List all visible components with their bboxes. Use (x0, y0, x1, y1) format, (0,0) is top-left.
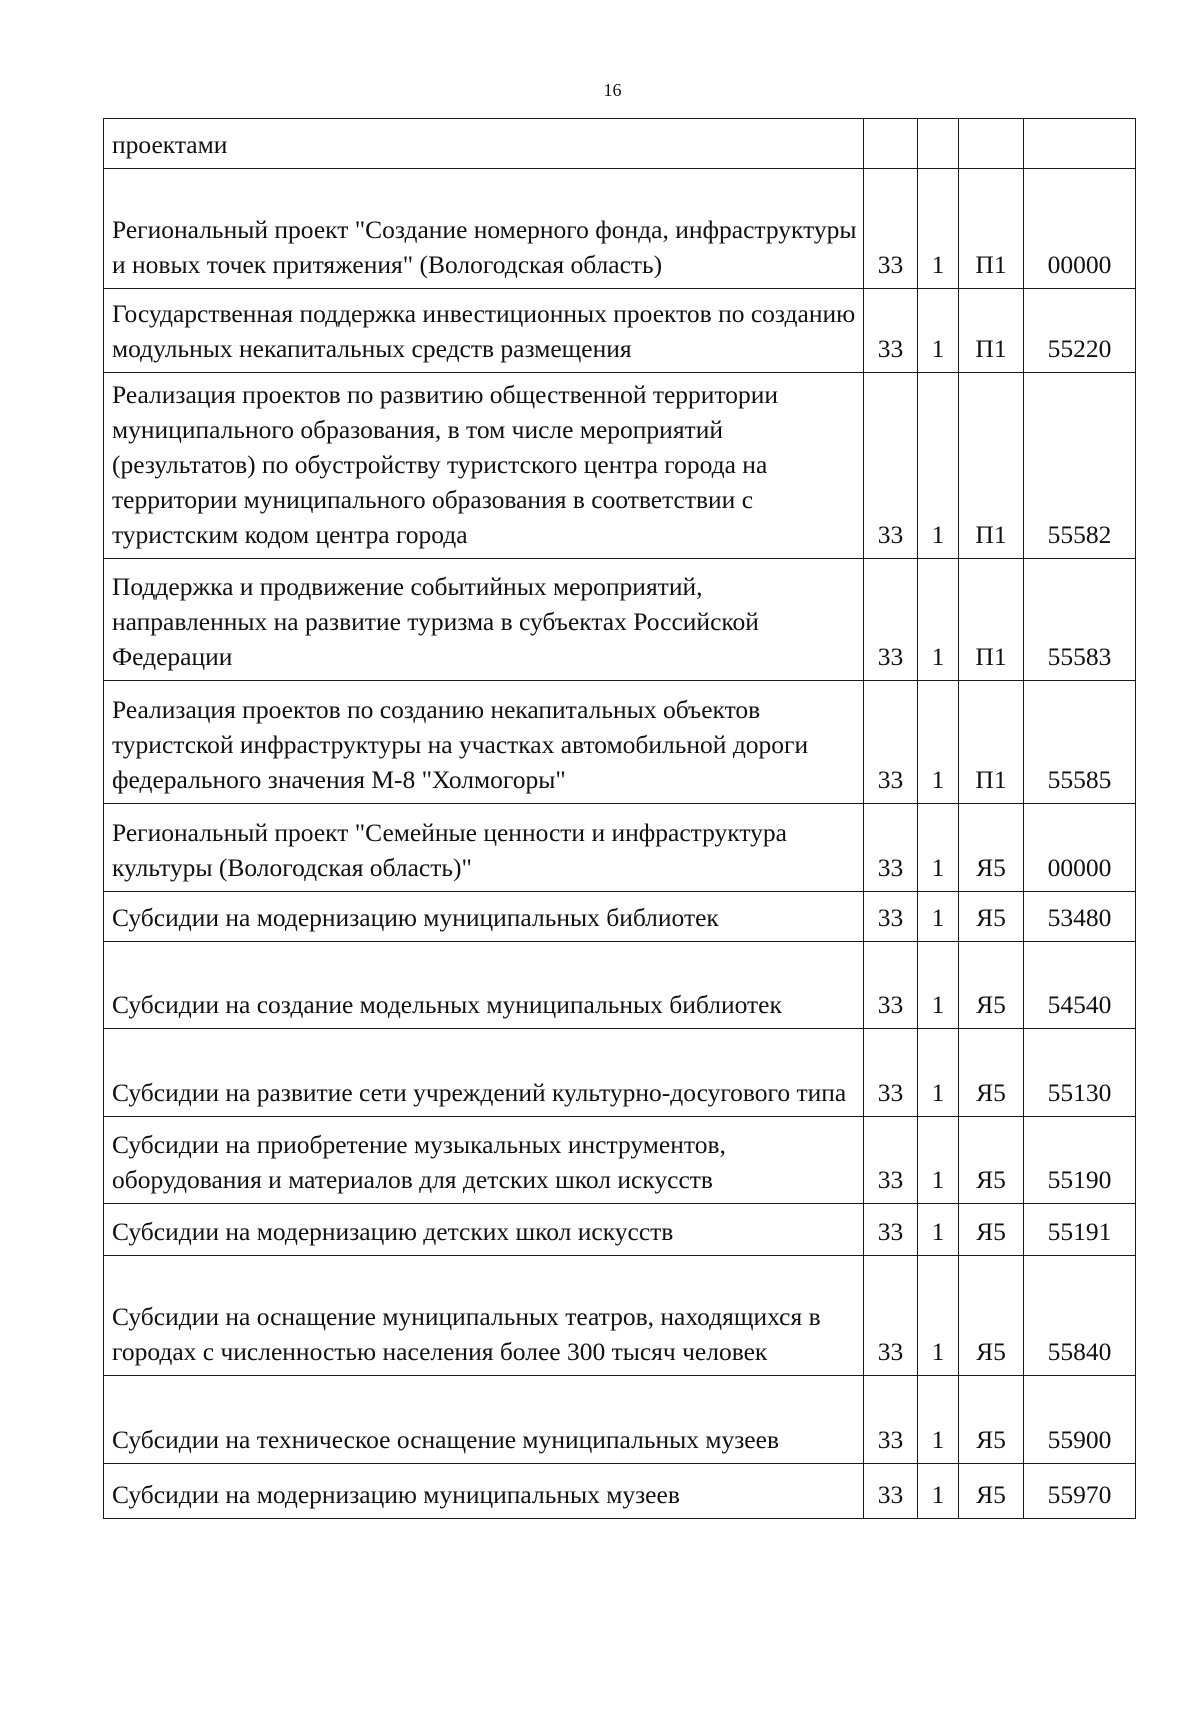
table-row (104, 942, 1136, 1029)
direction-code: 55583 (1024, 559, 1136, 681)
row-name: Субсидии на приобретение музыкальных инструментов, оборудования и материалов для детских школ искусств (104, 1117, 864, 1204)
program-code: 33 (864, 804, 918, 892)
row-name: Государственная поддержка инвестиционных проектов по созданию модульных некапитальных средств размещения (104, 289, 864, 373)
table-row (104, 1376, 1136, 1464)
subprogram-code: 1 (918, 1464, 959, 1519)
table-row (104, 1117, 1136, 1204)
program-code: 33 (864, 1376, 918, 1464)
row-name: проектами (104, 119, 864, 169)
subprogram-code: 1 (918, 289, 959, 373)
row-name: Субсидии на техническое оснащение муниципальных музеев (104, 1376, 864, 1464)
direction-code: 55900 (1024, 1376, 1136, 1464)
table-row (104, 1204, 1136, 1256)
direction-code: 55582 (1024, 373, 1136, 559)
table-row (104, 804, 1136, 892)
program-code: 33 (864, 1204, 918, 1256)
project-code (959, 119, 1024, 169)
project-code: П1 (959, 373, 1024, 559)
table-row (104, 681, 1136, 804)
row-name: Региональный проект "Создание номерного фонда, инфраструктуры и новых точек притяжения" (Вологодская область) (104, 169, 864, 289)
program-code: 33 (864, 892, 918, 942)
program-code: 33 (864, 1464, 918, 1519)
project-code: Я5 (959, 804, 1024, 892)
row-name: Субсидии на модернизацию муниципальных музеев (104, 1464, 864, 1519)
subprogram-code: 1 (918, 559, 959, 681)
subprogram-code: 1 (918, 1029, 959, 1117)
table-row (104, 119, 1136, 169)
table-row (104, 1029, 1136, 1117)
project-code: П1 (959, 289, 1024, 373)
subprogram-code (918, 119, 959, 169)
table-row (104, 169, 1136, 289)
program-code: 33 (864, 169, 918, 289)
subprogram-code: 1 (918, 892, 959, 942)
table-row (104, 1464, 1136, 1519)
project-code: Я5 (959, 1117, 1024, 1204)
direction-code: 55970 (1024, 1464, 1136, 1519)
direction-code: 00000 (1024, 804, 1136, 892)
subprogram-code: 1 (918, 1376, 959, 1464)
row-name: Субсидии на развитие сети учреждений культурно-досугового типа (104, 1029, 864, 1117)
project-code: Я5 (959, 1464, 1024, 1519)
project-code: Я5 (959, 1029, 1024, 1117)
project-code: Я5 (959, 942, 1024, 1029)
program-code: 33 (864, 1256, 918, 1376)
row-name: Реализация проектов по развитию общественной территории муниципального образования, в том числе мероприятий (результатов) по обустройству туристского центра города на территории муниципального образования в соответствии с туристским кодом центра города (104, 373, 864, 559)
table-row (104, 289, 1136, 373)
program-code: 33 (864, 1029, 918, 1117)
project-code: Я5 (959, 1256, 1024, 1376)
table-row (104, 1256, 1136, 1376)
row-name: Субсидии на модернизацию детских школ искусств (104, 1204, 864, 1256)
subprogram-code: 1 (918, 169, 959, 289)
direction-code: 54540 (1024, 942, 1136, 1029)
budget-classification-table (103, 118, 1136, 1519)
direction-code: 55190 (1024, 1117, 1136, 1204)
row-name: Региональный проект "Семейные ценности и инфраструктура культуры (Вологодская область)" (104, 804, 864, 892)
row-name: Субсидии на модернизацию муниципальных библиотек (104, 892, 864, 942)
direction-code: 53480 (1024, 892, 1136, 942)
program-code: 33 (864, 373, 918, 559)
subprogram-code: 1 (918, 373, 959, 559)
subprogram-code: 1 (918, 1204, 959, 1256)
direction-code (1024, 119, 1136, 169)
table-row (104, 559, 1136, 681)
direction-code: 55130 (1024, 1029, 1136, 1117)
program-code: 33 (864, 1117, 918, 1204)
direction-code: 55840 (1024, 1256, 1136, 1376)
program-code: 33 (864, 681, 918, 804)
direction-code: 55220 (1024, 289, 1136, 373)
direction-code: 55585 (1024, 681, 1136, 804)
program-code: 33 (864, 559, 918, 681)
direction-code: 55191 (1024, 1204, 1136, 1256)
project-code: П1 (959, 681, 1024, 804)
program-code: 33 (864, 942, 918, 1029)
direction-code: 00000 (1024, 169, 1136, 289)
project-code: Я5 (959, 1376, 1024, 1464)
page-number: 16 (603, 80, 622, 100)
subprogram-code: 1 (918, 1256, 959, 1376)
row-name: Реализация проектов по созданию некапитальных объектов туристской инфраструктуры на участках автомобильной дороги федерального значения М-8 "Холмогоры" (104, 681, 864, 804)
subprogram-code: 1 (918, 681, 959, 804)
program-code: 33 (864, 289, 918, 373)
row-name: Субсидии на создание модельных муниципальных библиотек (104, 942, 864, 1029)
subprogram-code: 1 (918, 804, 959, 892)
subprogram-code: 1 (918, 942, 959, 1029)
project-code: П1 (959, 169, 1024, 289)
subprogram-code: 1 (918, 1117, 959, 1204)
project-code: Я5 (959, 1204, 1024, 1256)
row-name: Поддержка и продвижение событийных мероприятий, направленных на развитие туризма в субъектах Российской Федерации (104, 559, 864, 681)
program-code (864, 119, 918, 169)
row-name: Субсидии на оснащение муниципальных театров, находящихся в городах с численностью населения более 300 тысяч человек (104, 1256, 864, 1376)
project-code: П1 (959, 559, 1024, 681)
table-row (104, 892, 1136, 942)
project-code: Я5 (959, 892, 1024, 942)
table-row (104, 373, 1136, 559)
